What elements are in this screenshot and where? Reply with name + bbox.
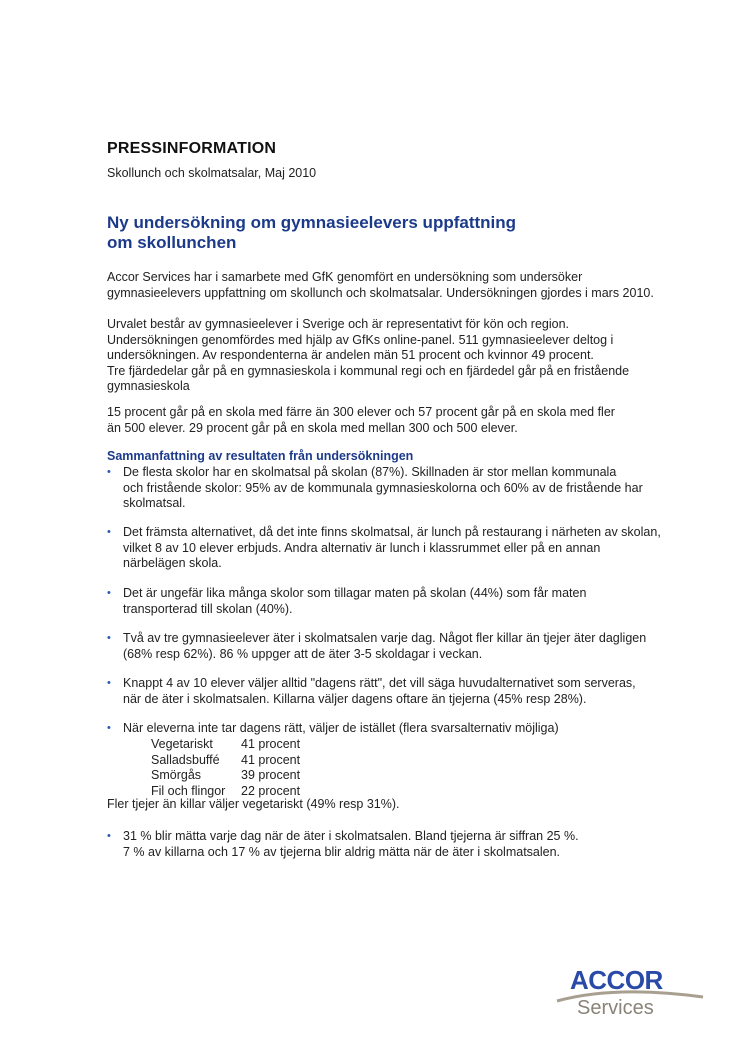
intro-paragraph-2: Urvalet består av gymnasieelever i Sverige och är representativt för kön och region. Undersökningen genomfördes med hjälp av GfKs online-panel. 511 gymnasieelever deltog i undersökningen. Av respondenterna är andelen män 51 procent och kvinnor 49 procent. Tre fjärdedelar går på en gymnasieskola i kommunal regi och en fjärdedel går på en fristående gymnasieskola xyxy=(107,317,630,393)
bullet-icon: • xyxy=(107,722,111,734)
bullet-icon: • xyxy=(107,526,111,538)
intro-paragraph-3: 15 procent går på en skola med färre än 300 elever och 57 procent går på en skola med fler än 500 elever. 29 procent går på en skola med mellan 300 och 500 elever. xyxy=(107,405,615,435)
accor-services-logo xyxy=(555,965,705,1025)
bullet-icon: • xyxy=(107,677,111,689)
logo-brand: ACCOR xyxy=(570,965,663,995)
table-row: Vegetariskt 41 procent xyxy=(151,737,301,751)
bullet-icon: • xyxy=(107,830,111,842)
table-row: Salladsbuffé 41 procent xyxy=(151,752,301,767)
bullet-icon: • xyxy=(107,466,111,478)
article-title: Ny undersökning om gymnasieelevers uppfattning om skollunchen xyxy=(107,213,517,252)
press-subtitle: Skollunch och skolmatsalar, Maj 2010 xyxy=(107,166,317,180)
alternatives-note: Fler tjejer än killar väljer vegetariskt (49% resp 31%). xyxy=(107,797,400,811)
summary-title: Sammanfattning av resultaten från undersökningen xyxy=(107,449,414,463)
bullet-icon: • xyxy=(107,632,111,644)
table-row: Smörgås 39 procent xyxy=(151,768,301,782)
table-row: Fil och flingor 22 procent xyxy=(151,783,301,798)
press-label: PRESSINFORMATION xyxy=(107,140,277,157)
bullet-icon: • xyxy=(107,587,111,599)
logo-sub: Services xyxy=(577,997,654,1019)
alternatives-table xyxy=(151,737,300,799)
intro-paragraph-1: Accor Services har i samarbete med GfK genomfört en undersökning som undersöker gymnasieelevers uppfattning om skollunch och skolmatsalar. Undersökningen gjordes i mars 2010. xyxy=(107,270,654,300)
